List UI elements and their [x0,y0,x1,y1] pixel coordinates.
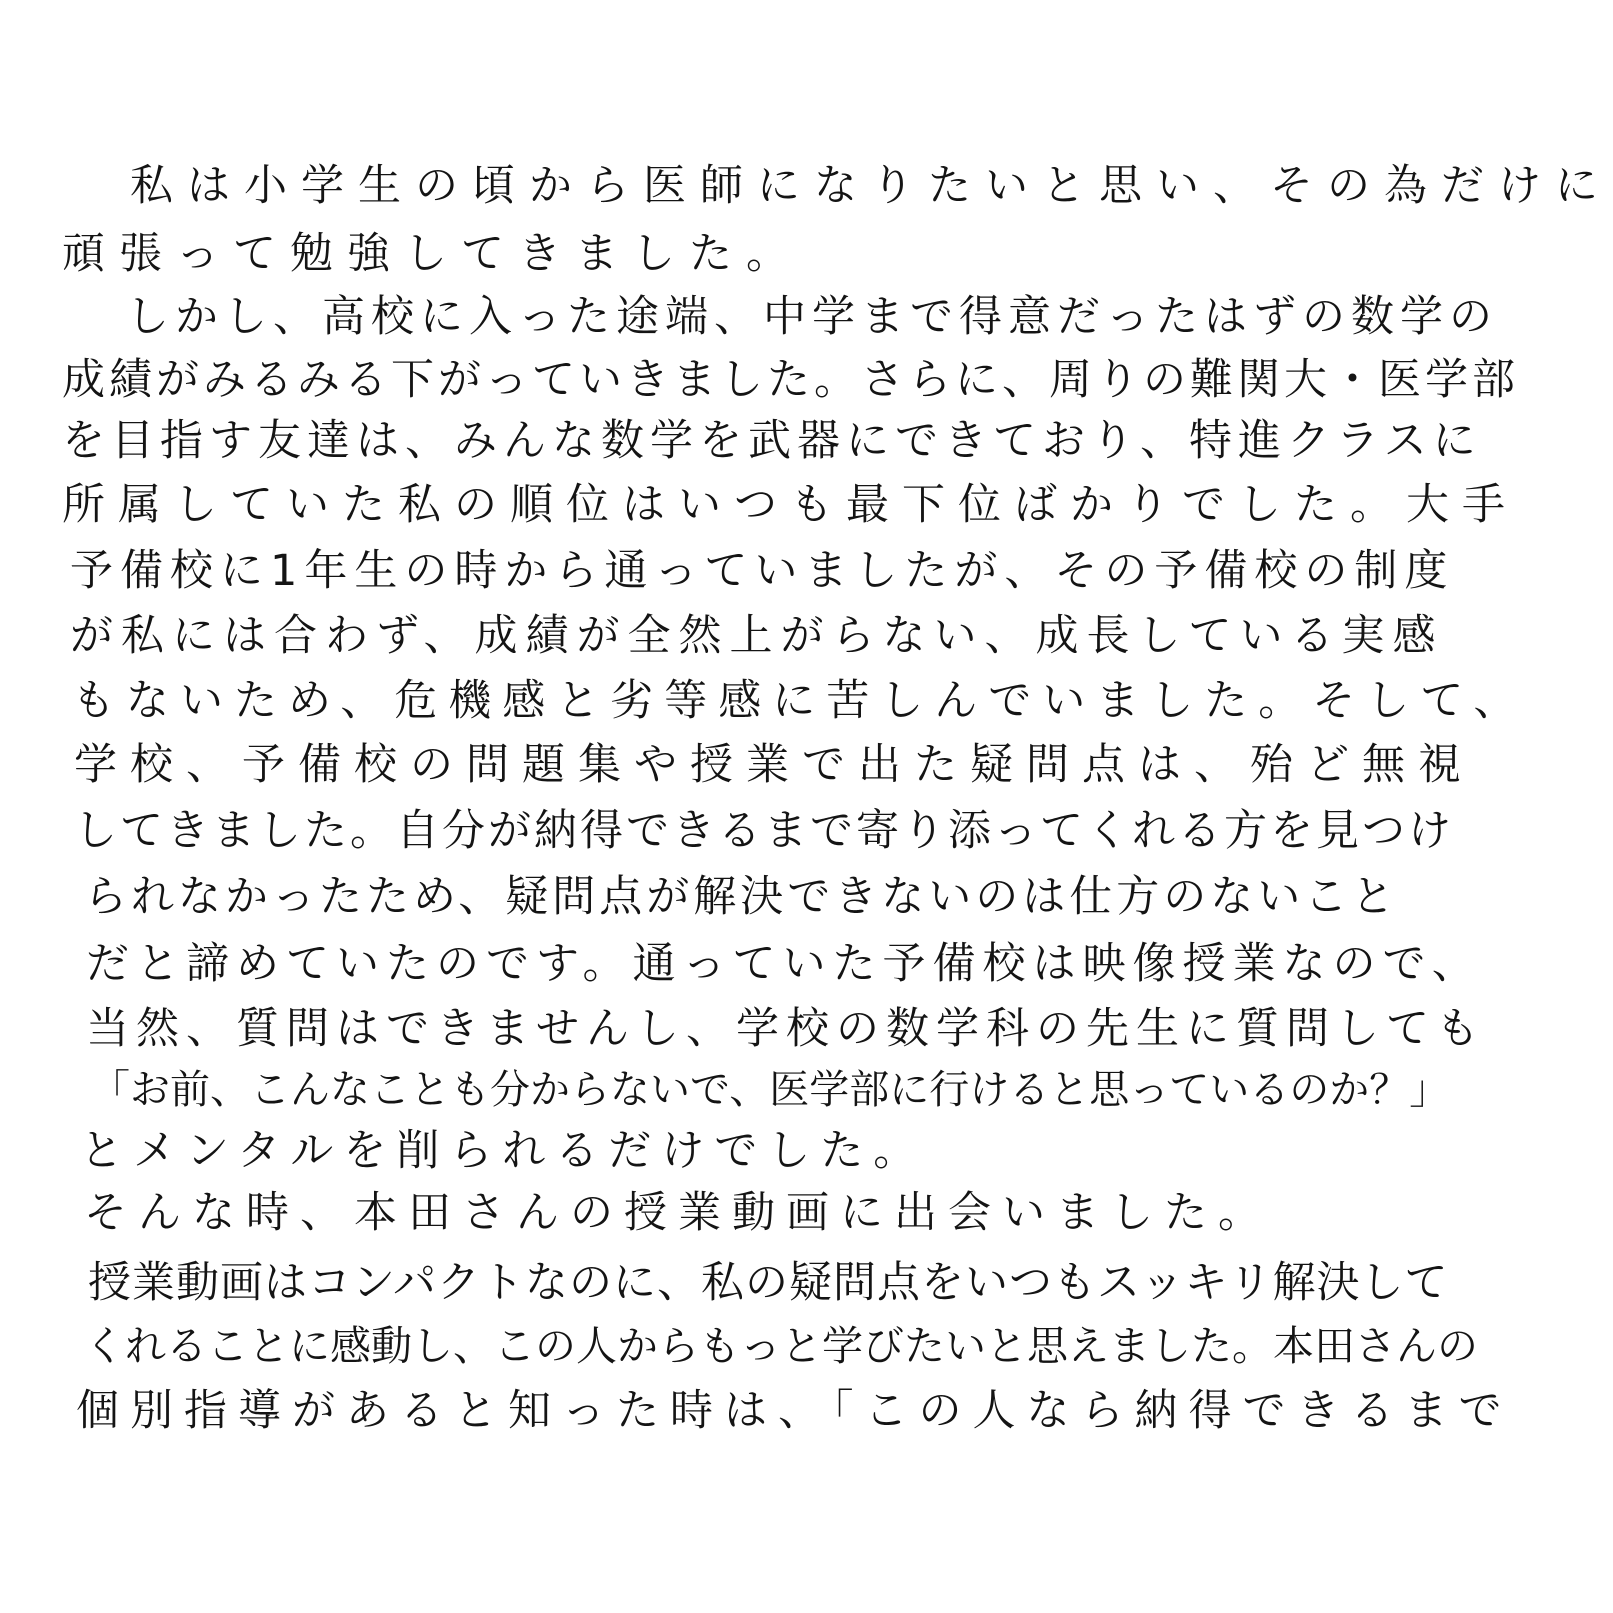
essay-line-9: もないため、危機感と劣等感に苦しんでいました。そして、 [72,676,1528,726]
essay-line-5: を目指す友達は、みんな数学を武器にできており、特進クラスに [62,416,1482,466]
essay-line-2: 頑張って勉強してきました。 [62,229,803,279]
essay-line-8: が私には合わず、成績が全然上がらない、成長している実感 [70,611,1444,661]
essay-line-15: 「お前、こんなことも分からないで、医学部に行けると思っているのか？」 [90,1067,1450,1113]
essay-line-18: 授業動画はコンパクトなのに、私の疑問点をいつもスッキリ解決して [88,1258,1449,1308]
essay-line-4: 成績がみるみる下がっていきました。さらに、周りの難関大・医学部 [62,355,1519,405]
essay-line-12: られなかったため、疑問点が解決できないのは仕方のないこと [84,872,1399,922]
essay-line-17: そんな時、本田さんの授業動画に出会いました。 [84,1188,1272,1238]
essay-line-20: 個別指導があると知った時は、「この人なら納得できるまで [76,1386,1513,1436]
essay-line-19: くれることに感動し、この人からもっと学びたいと思えました。本田さんの [84,1322,1478,1370]
essay-line-11: してきました。自分が納得できるまで寄り添ってくれる方を見つけ [74,806,1454,856]
essay-line-7: 予備校に1年生の時から通っていましたが、その予備校の制度 [70,546,1455,596]
essay-line-3: しかし、高校に入った途端、中学まで得意だったはずの数学の [126,292,1498,342]
essay-line-10: 学校、予備校の問題集や授業で出た疑問点は、殆ど無視 [74,740,1474,790]
essay-line-1: 私は小学生の頃から医師になりたいと思い、その為だけに [130,161,1612,211]
essay-line-6: 所属していた私の順位はいつも最下位ばかりでした。大手 [62,480,1518,530]
essay-line-14: 当然、質問はできませんし、学校の数学科の先生に質問しても [86,1004,1486,1054]
essay-line-16: とメンタルを削られるだけでした。 [80,1126,927,1176]
essay-line-13: だと諦めていたのです。通っていた予備校は映像授業なので、 [86,939,1482,989]
